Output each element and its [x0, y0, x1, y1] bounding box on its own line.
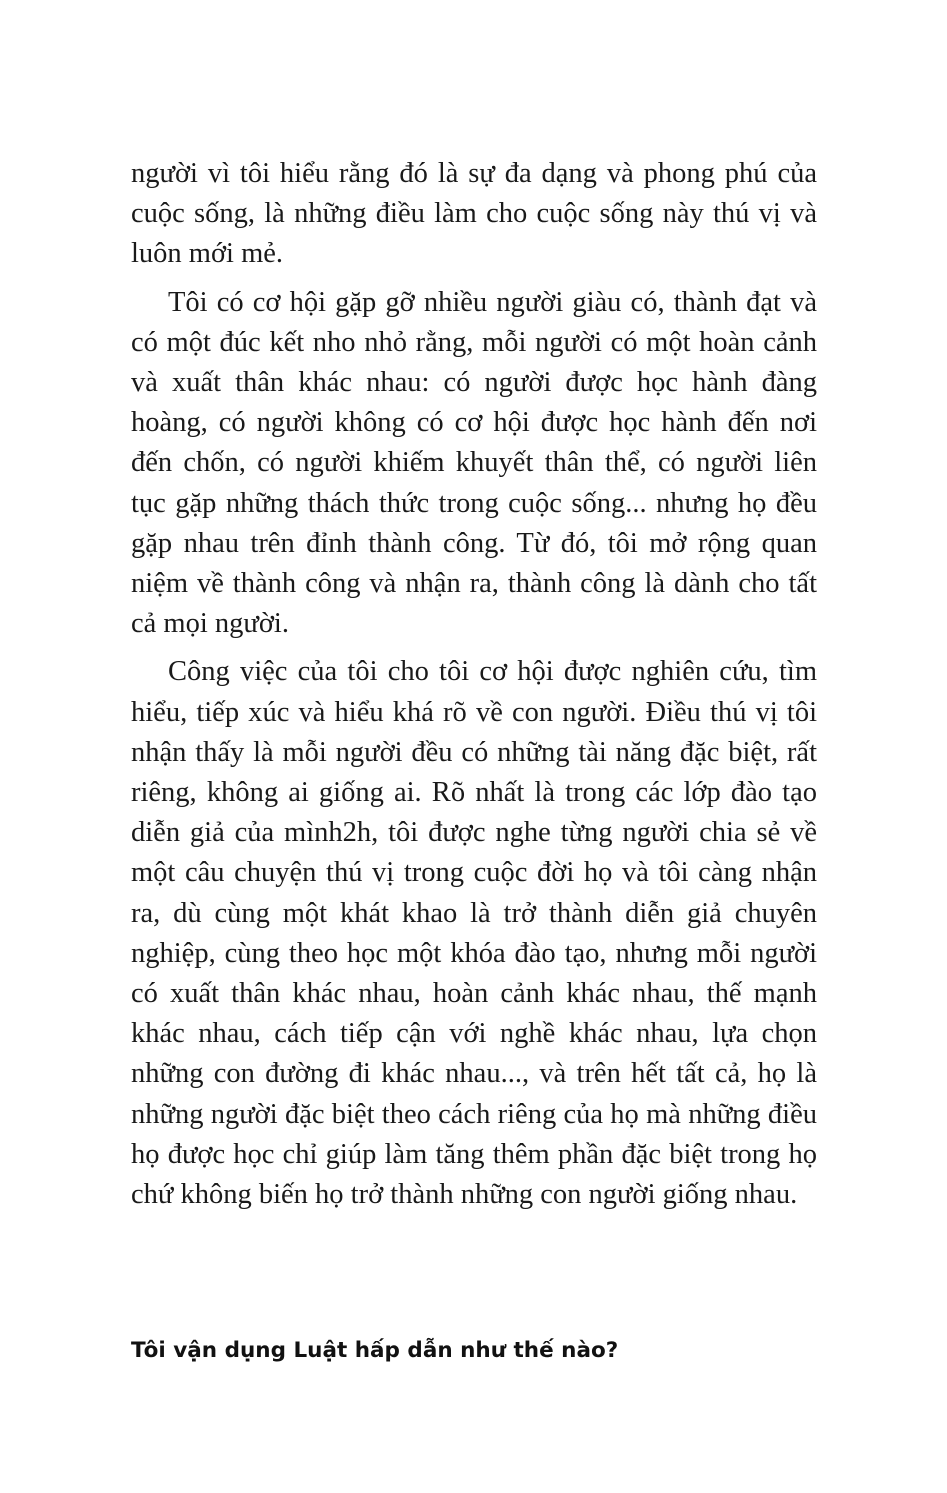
- body-text: [131, 154, 817, 1215]
- paragraph-rich-people: Tôi có cơ hội gặp gỡ nhiều người giàu có, thành đạt và có một đúc kết nho nhỏ rằng, mỗi người có một hoàn cảnh và xuất thân khác nhau: có người được học hành đàng hoàng, có người không có cơ hội được học hành đến nơi đến chốn, có người khiếm khuyết thân thể, có người liên tục gặp những thách thức trong cuộc sống... nhưng họ đều gặp nhau trên đỉnh thành công. Từ đó, tôi mở rộng quan niệm về thành công và nhận ra, thành công là dành cho tất cả mọi người.: [131, 286, 817, 640]
- paragraph-continuation: người vì tôi hiểu rằng đó là sự đa dạng và phong phú của cuộc sống, là những điều làm cho cuộc sống này thú vị và luôn mới mẻ.: [131, 158, 817, 270]
- paragraph-work: Công việc của tôi cho tôi cơ hội được nghiên cứu, tìm hiểu, tiếp xúc và hiểu khá rõ về con người. Điều thú vị tôi nhận thấy là mỗi người đều có những tài năng đặc biệt, rất riêng, không ai giống ai. Rõ nhất là trong các lớp đào tạo diễn giả của mình2h, tôi được nghe từng người chia sẻ về một câu chuyện thú vị trong cuộc đời họ và tôi càng nhận ra, dù cùng một khát khao là trở thành diễn giả chuyên nghiệp, cùng theo học một khóa đào tạo, nhưng mỗi người có xuất thân khác nhau, hoàn cảnh khác nhau, thế mạnh khác nhau, cách tiếp cận với nghề khác nhau, lựa chọn những con đường đi khác nhau..., và trên hết tất cả, họ là những người đặc biệt theo cách riêng của họ mà những điều họ được học chỉ giúp làm tăng thêm phần đặc biệt trong họ chứ không biến họ trở thành những con người giống nhau.: [131, 656, 817, 1211]
- section-heading: Tôi vận dụng Luật hấp dẫn như thế nào?: [131, 1338, 619, 1363]
